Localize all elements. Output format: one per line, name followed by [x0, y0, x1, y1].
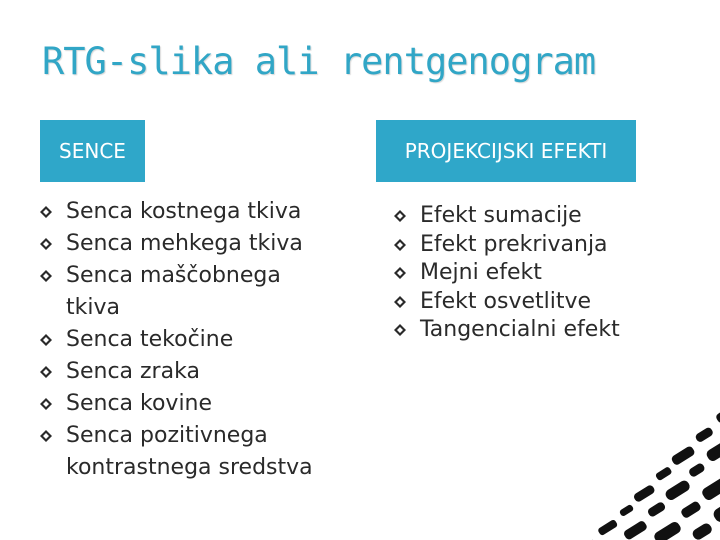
diamond-bullet-icon [394, 202, 408, 231]
list-item [394, 316, 694, 345]
diamond-bullet-icon [40, 420, 54, 452]
projekcijski-efekti-header: PROJEKCIJSKI EFEKTI [376, 120, 636, 182]
list-item-text: Efekt prekrivanja [420, 231, 608, 257]
list-item [394, 259, 694, 288]
list-item-text: Senca zraka [66, 359, 200, 384]
list-item [40, 324, 340, 356]
list-item-text: Senca tekočine [66, 327, 234, 352]
sence-list [40, 196, 340, 484]
list-item [40, 260, 340, 324]
diamond-bullet-icon [40, 356, 54, 388]
diamond-bullet-icon [394, 259, 408, 288]
list-item-text: Senca mehkega tkiva [66, 231, 303, 256]
diamond-bullet-icon [40, 324, 54, 356]
spots-decoration [470, 380, 720, 540]
list-item [394, 231, 694, 260]
list-item [40, 388, 340, 420]
diamond-bullet-icon [394, 288, 408, 317]
list-item [40, 196, 340, 228]
diamond-bullet-icon [394, 231, 408, 260]
list-item [394, 202, 694, 231]
diamond-bullet-icon [40, 388, 54, 420]
list-item [394, 288, 694, 317]
list-item-text: Efekt sumacije [420, 203, 582, 228]
diamond-bullet-icon [40, 228, 54, 260]
list-item-text: Efekt osvetlitve [420, 288, 592, 314]
list-item-text: Mejni efekt [420, 260, 542, 285]
diamond-bullet-icon [394, 316, 408, 345]
list-item-text: Senca pozitivnega kontrastnega sredstva [66, 423, 313, 480]
diamond-bullet-icon [40, 260, 54, 292]
list-item-text: Senca kovine [66, 391, 213, 416]
diamond-bullet-icon [40, 196, 54, 228]
list-item-text: Senca maščobnega tkiva [66, 263, 281, 320]
list-item [40, 228, 340, 260]
list-item-text: Tangencialni efekt [420, 317, 620, 342]
list-item-text: Senca kostnega tkiva [66, 199, 302, 224]
list-item [40, 356, 340, 388]
sence-header: SENCE [40, 120, 145, 182]
projekcijski-efekti-list [394, 202, 694, 345]
slide-title: RTG-slika ali rentgenogram [42, 40, 596, 83]
list-item [40, 420, 340, 484]
